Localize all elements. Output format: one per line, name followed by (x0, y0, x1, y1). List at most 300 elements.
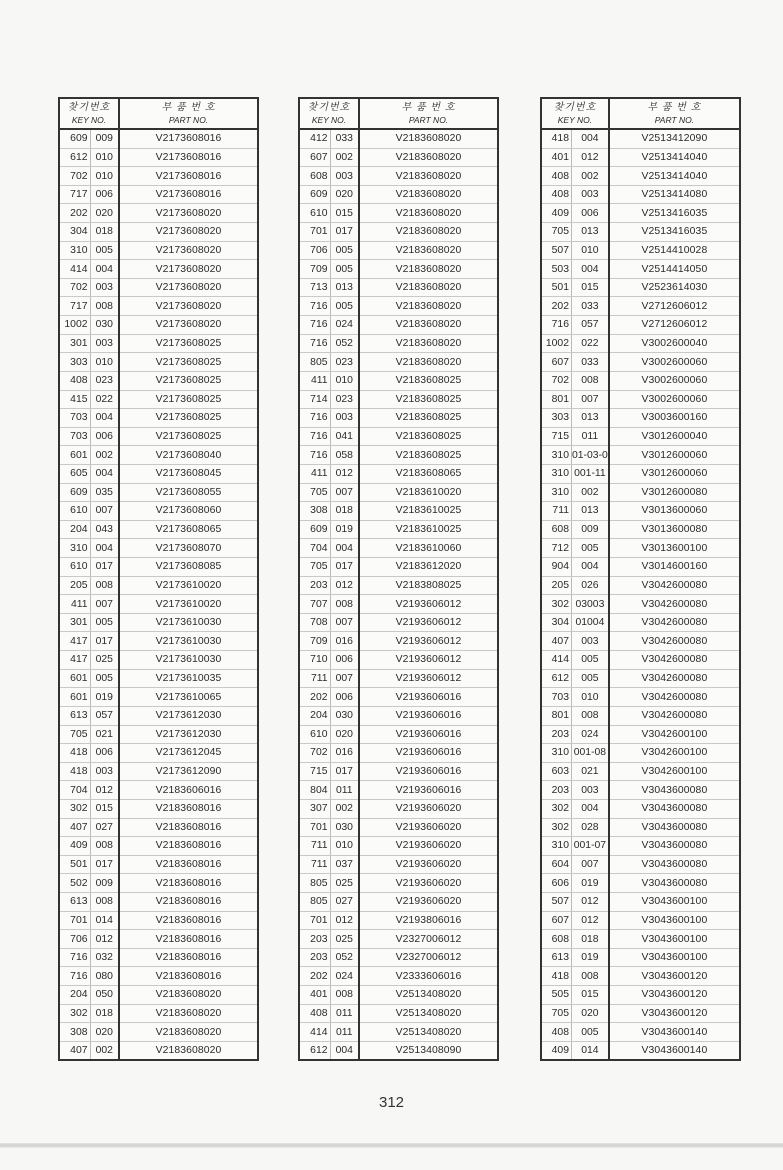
key-number-main: 202 (299, 688, 330, 707)
table-row (541, 632, 740, 651)
part-number: V2327006012 (359, 930, 498, 949)
key-number-main: 310 (59, 241, 90, 260)
table-row (541, 744, 740, 763)
part-number: V2183608025 (359, 390, 498, 409)
key-number-sub: 035 (90, 483, 119, 502)
key-number-main: 610 (299, 204, 330, 223)
key-number-main: 304 (541, 613, 572, 632)
key-number-sub: 005 (90, 613, 119, 632)
key-number-sub: 012 (572, 892, 609, 911)
table-row (541, 260, 740, 279)
part-number: V3043600100 (609, 930, 740, 949)
key-number-sub: 009 (90, 874, 119, 893)
part-number: V3043600080 (609, 855, 740, 874)
part-number: V3013600080 (609, 520, 740, 539)
key-number-sub: 009 (572, 520, 609, 539)
key-number-sub: 011 (330, 1004, 359, 1023)
part-no-header-korean: 부 품 번 호 (647, 101, 702, 113)
key-number-main: 310 (541, 464, 572, 483)
key-number-main: 705 (541, 1004, 572, 1023)
part-number: V2183610060 (359, 539, 498, 558)
key-number-main: 716 (299, 334, 330, 353)
table-row (299, 223, 498, 242)
table-row (299, 651, 498, 670)
key-number-main: 702 (299, 744, 330, 763)
key-number-main: 805 (299, 892, 330, 911)
table-header (541, 98, 740, 129)
key-number-main: 708 (299, 613, 330, 632)
key-number-sub: 004 (90, 260, 119, 279)
part-number: V3042600080 (609, 706, 740, 725)
key-number-sub: 001-08 (572, 744, 609, 763)
key-number-sub: 016 (330, 632, 359, 651)
part-number: V2193606012 (359, 632, 498, 651)
part-number: V3013600060 (609, 502, 740, 521)
table-row (541, 1004, 740, 1023)
key-number-main: 502 (59, 874, 90, 893)
key-number-main: 303 (541, 409, 572, 428)
part-number: V2513412090 (609, 129, 740, 148)
table-row (299, 464, 498, 483)
table-row (59, 464, 258, 483)
key-number-main: 706 (59, 930, 90, 949)
table-row (59, 502, 258, 521)
table-row (299, 576, 498, 595)
key-number-sub: 005 (90, 669, 119, 688)
key-number-main: 409 (541, 1041, 572, 1060)
key-number-main: 612 (541, 669, 572, 688)
part-number: V2183610025 (359, 520, 498, 539)
table-row (541, 948, 740, 967)
part-number: V3043600080 (609, 781, 740, 800)
table-row (59, 837, 258, 856)
table-row (59, 706, 258, 725)
key-number-sub: 022 (572, 334, 609, 353)
key-number-sub: 017 (90, 558, 119, 577)
table-row (541, 185, 740, 204)
part-number: V2712606012 (609, 297, 740, 316)
key-number-sub: 041 (330, 427, 359, 446)
table-row (541, 297, 740, 316)
key-number-sub: 020 (90, 1023, 119, 1042)
key-number-main: 417 (59, 651, 90, 670)
part-number: V2173610020 (119, 576, 258, 595)
key-number-sub: 003 (330, 409, 359, 428)
part-number: V3003600160 (609, 409, 740, 428)
key-number-sub: 008 (572, 967, 609, 986)
key-number-sub: 037 (330, 855, 359, 874)
part-number: V2173608016 (119, 148, 258, 167)
key-number-sub: 004 (90, 464, 119, 483)
key-number-main: 716 (59, 948, 90, 967)
table-row (541, 762, 740, 781)
table-row (59, 390, 258, 409)
key-number-main: 609 (59, 483, 90, 502)
key-number-sub: 015 (330, 204, 359, 223)
part-number: V2183608016 (119, 911, 258, 930)
key-number-main: 310 (541, 446, 572, 465)
part-number: V2183608025 (359, 409, 498, 428)
key-number-main: 707 (299, 595, 330, 614)
key-number-sub: 007 (90, 502, 119, 521)
key-number-sub: 003 (90, 334, 119, 353)
key-number-main: 205 (541, 576, 572, 595)
parts-table-2 (298, 97, 499, 1061)
key-number-main: 613 (59, 706, 90, 725)
key-number-main: 507 (541, 892, 572, 911)
table-row (59, 632, 258, 651)
part-number: V3013600100 (609, 539, 740, 558)
key-number-sub: 003 (572, 781, 609, 800)
key-number-main: 408 (299, 1004, 330, 1023)
key-number-sub: 003 (90, 278, 119, 297)
key-number-main: 609 (59, 129, 90, 148)
key-number-main: 608 (299, 167, 330, 186)
table-row (59, 744, 258, 763)
key-number-main: 203 (299, 948, 330, 967)
key-number-sub: 011 (572, 427, 609, 446)
table-row (59, 483, 258, 502)
key-number-main: 408 (541, 1023, 572, 1042)
table-row (299, 688, 498, 707)
key-number-main: 711 (299, 855, 330, 874)
key-number-main: 301 (59, 334, 90, 353)
part-number: V3042600080 (609, 613, 740, 632)
table-row (299, 446, 498, 465)
part-number: V3042600080 (609, 669, 740, 688)
part-number: V2173612030 (119, 725, 258, 744)
key-number-main: 303 (59, 353, 90, 372)
key-number-main: 716 (541, 316, 572, 335)
key-number-main: 407 (541, 632, 572, 651)
part-number: V3043600100 (609, 892, 740, 911)
key-number-sub: 028 (572, 818, 609, 837)
key-number-sub: 004 (572, 129, 609, 148)
part-number: V2193606016 (359, 725, 498, 744)
part-number: V2513416035 (609, 223, 740, 242)
part-number: V2173610065 (119, 688, 258, 707)
table-row (59, 595, 258, 614)
table-row (59, 669, 258, 688)
table-row (59, 613, 258, 632)
part-number: V2173610030 (119, 651, 258, 670)
key-number-main: 610 (59, 502, 90, 521)
key-number-main: 408 (59, 371, 90, 390)
part-number: V2173608020 (119, 204, 258, 223)
key-number-main: 716 (59, 967, 90, 986)
key-number-sub: 001-07 (572, 837, 609, 856)
key-number-sub: 004 (330, 1041, 359, 1060)
table-row (299, 1004, 498, 1023)
key-number-sub: 013 (572, 502, 609, 521)
table-row (299, 930, 498, 949)
key-number-sub: 019 (330, 520, 359, 539)
key-number-main: 709 (299, 632, 330, 651)
key-number-main: 401 (541, 148, 572, 167)
part-number: V2513408090 (395, 1045, 462, 1057)
part-number: V2193606016 (359, 706, 498, 725)
key-number-main: 610 (299, 725, 330, 744)
key-number-main: 704 (59, 781, 90, 800)
table-row (59, 576, 258, 595)
part-number: V2173608020 (119, 316, 258, 335)
key-number-main: 604 (541, 855, 572, 874)
table-row (541, 371, 740, 390)
key-number-main: 801 (541, 390, 572, 409)
key-number-sub: 007 (572, 855, 609, 874)
key-no-header (59, 98, 119, 129)
table-row (541, 129, 740, 148)
parts-table-1 (58, 97, 259, 1061)
key-number-main: 705 (59, 725, 90, 744)
part-number: V2173608060 (119, 502, 258, 521)
key-number-sub: 002 (572, 167, 609, 186)
part-number: V2183608020 (359, 148, 498, 167)
part-number: V2183608016 (119, 948, 258, 967)
key-number-sub: 010 (330, 837, 359, 856)
table-row (541, 781, 740, 800)
table-row (541, 223, 740, 242)
table-row (299, 260, 498, 279)
key-number-sub: 012 (572, 911, 609, 930)
table-row (299, 595, 498, 614)
key-number-sub: 004 (572, 558, 609, 577)
key-number-main: 408 (541, 167, 572, 186)
key-number-main: 703 (59, 409, 90, 428)
key-number-main: 202 (299, 967, 330, 986)
table-row (541, 353, 740, 372)
part-number: V2173612030 (119, 706, 258, 725)
part-number: V2183608020 (359, 278, 498, 297)
part-number: V3043600080 (609, 874, 740, 893)
key-number-main: 501 (541, 278, 572, 297)
part-number: V2173610020 (119, 595, 258, 614)
key-number-sub: 002 (572, 483, 609, 502)
key-number-sub: 015 (572, 986, 609, 1005)
part-number: V2183608020 (155, 1045, 222, 1057)
key-number-main: 418 (541, 129, 572, 148)
key-number-sub: 004 (572, 260, 609, 279)
table-row (59, 948, 258, 967)
key-number-sub: 004 (572, 799, 609, 818)
part-number: V2183608016 (119, 855, 258, 874)
part-number: V2183612020 (359, 558, 498, 577)
table-row (59, 762, 258, 781)
table-row (541, 483, 740, 502)
part-number: V2183608065 (359, 464, 498, 483)
key-number-sub: 013 (330, 278, 359, 297)
key-number-sub: 002 (90, 1041, 119, 1060)
key-number-sub: 005 (330, 241, 359, 260)
table-row (59, 185, 258, 204)
key-number-sub: 005 (572, 651, 609, 670)
key-number-sub: 011 (330, 781, 359, 800)
key-number-sub: 012 (572, 148, 609, 167)
part-number: V2173608045 (119, 464, 258, 483)
key-number-main: 308 (299, 502, 330, 521)
key-number-main: 701 (299, 223, 330, 242)
table-row (59, 427, 258, 446)
part-number: V2173610035 (119, 669, 258, 688)
part-number: V2193806016 (359, 911, 498, 930)
key-number-sub: 050 (90, 986, 119, 1005)
key-number-sub: 032 (90, 948, 119, 967)
key-number-sub: 005 (330, 260, 359, 279)
table-row (59, 911, 258, 930)
table-row (541, 167, 740, 186)
part-no-header (359, 98, 498, 129)
table-row (59, 278, 258, 297)
key-number-sub: 019 (572, 874, 609, 893)
key-number-sub: 024 (572, 725, 609, 744)
key-number-sub: 010 (330, 371, 359, 390)
table-row (299, 799, 498, 818)
part-number: V2173608020 (119, 297, 258, 316)
table-row (59, 688, 258, 707)
table-row (541, 818, 740, 837)
key-number-sub: 004 (90, 409, 119, 428)
key-number-main: 202 (541, 297, 572, 316)
key-number-sub: 021 (90, 725, 119, 744)
table-row (299, 390, 498, 409)
table-row (299, 706, 498, 725)
part-number: V2193606020 (359, 799, 498, 818)
key-number-main: 607 (299, 148, 330, 167)
part-number: V2513408020 (359, 1023, 498, 1042)
table-row (299, 967, 498, 986)
key-number-sub: 020 (330, 725, 359, 744)
part-number: V2193606020 (359, 874, 498, 893)
part-number: V2183608020 (359, 297, 498, 316)
part-number: V3012600060 (609, 464, 740, 483)
table-row (299, 427, 498, 446)
key-no-header (541, 98, 609, 129)
table-row (59, 1023, 258, 1042)
part-number: V2173610030 (119, 613, 258, 632)
part-number: V2183608020 (359, 185, 498, 204)
key-number-main: 302 (541, 818, 572, 837)
part-number: V3042600080 (609, 632, 740, 651)
part-number: V2183608020 (359, 204, 498, 223)
key-number-sub: 025 (330, 930, 359, 949)
key-number-sub: 033 (330, 129, 359, 148)
part-number: V2183608016 (119, 874, 258, 893)
key-number-main: 716 (299, 409, 330, 428)
part-number: V2173612090 (119, 762, 258, 781)
key-number-main: 414 (299, 1023, 330, 1042)
table-row (541, 316, 740, 335)
key-number-main: 607 (541, 911, 572, 930)
table-row (541, 576, 740, 595)
key-number-main: 601 (59, 688, 90, 707)
part-number: V2173608016 (119, 129, 258, 148)
table-row (299, 204, 498, 223)
key-no-header (299, 98, 359, 129)
part-number: V2712606012 (609, 316, 740, 335)
key-number-main: 705 (541, 223, 572, 242)
part-number: V3043600140 (641, 1045, 708, 1057)
key-number-sub: 006 (572, 204, 609, 223)
key-number-main: 716 (299, 297, 330, 316)
key-number-main: 308 (59, 1023, 90, 1042)
table-row (541, 539, 740, 558)
key-number-sub: 012 (330, 576, 359, 595)
table-header (299, 98, 498, 129)
part-number: V3042600080 (609, 651, 740, 670)
key-number-main: 605 (59, 464, 90, 483)
part-number: V2173608025 (119, 409, 258, 428)
key-number-main: 714 (299, 390, 330, 409)
key-no-header-korean: 찾기번호 (307, 101, 351, 113)
table-row (541, 986, 740, 1005)
key-number-sub: 003 (90, 762, 119, 781)
part-no-header-korean: 부 품 번 호 (161, 101, 216, 113)
part-number: V2183608020 (119, 1004, 258, 1023)
scan-edge-divider (0, 1143, 783, 1148)
part-number: V2183610025 (359, 502, 498, 521)
part-number: V2173608065 (119, 520, 258, 539)
table-row (299, 167, 498, 186)
key-number-sub: 018 (90, 223, 119, 242)
key-number-main: 713 (299, 278, 330, 297)
key-number-main: 601 (59, 446, 90, 465)
key-number-sub: 024 (330, 316, 359, 335)
table-row (541, 148, 740, 167)
key-number-main: 204 (59, 986, 90, 1005)
part-number: V2327006012 (359, 948, 498, 967)
key-number-main: 701 (59, 911, 90, 930)
part-number: V2173608025 (119, 427, 258, 446)
key-number-sub: 010 (90, 167, 119, 186)
table-row (59, 446, 258, 465)
key-number-main: 603 (541, 762, 572, 781)
table-row (299, 241, 498, 260)
table-row (541, 651, 740, 670)
key-number-main: 412 (299, 129, 330, 148)
part-number: V3012600080 (609, 483, 740, 502)
key-number-main: 904 (541, 558, 572, 577)
key-number-main: 717 (59, 297, 90, 316)
part-number: V3043600080 (609, 837, 740, 856)
key-number-sub: 003 (572, 185, 609, 204)
table-row (541, 446, 740, 465)
key-number-sub: 012 (90, 930, 119, 949)
part-number: V3043600100 (609, 911, 740, 930)
key-number-sub: 015 (572, 278, 609, 297)
table-row (299, 762, 498, 781)
table-row (299, 855, 498, 874)
key-number-main: 302 (59, 799, 90, 818)
key-number-main: 302 (59, 1004, 90, 1023)
key-number-sub: 030 (330, 706, 359, 725)
key-number-sub: 021 (572, 762, 609, 781)
key-number-sub: 017 (330, 558, 359, 577)
table-row (59, 558, 258, 577)
part-number: V2173608016 (119, 167, 258, 186)
key-number-sub: 008 (330, 986, 359, 1005)
table-row (299, 725, 498, 744)
table-row (299, 539, 498, 558)
table-body (59, 129, 258, 1060)
key-number-sub: 003 (572, 632, 609, 651)
table-row (541, 855, 740, 874)
key-number-sub: 007 (330, 613, 359, 632)
part-no-header-english: PART NO. (408, 114, 449, 125)
key-number-sub: 012 (330, 911, 359, 930)
key-number-sub: 006 (90, 744, 119, 763)
table-row (59, 148, 258, 167)
key-number-main: 608 (541, 930, 572, 949)
